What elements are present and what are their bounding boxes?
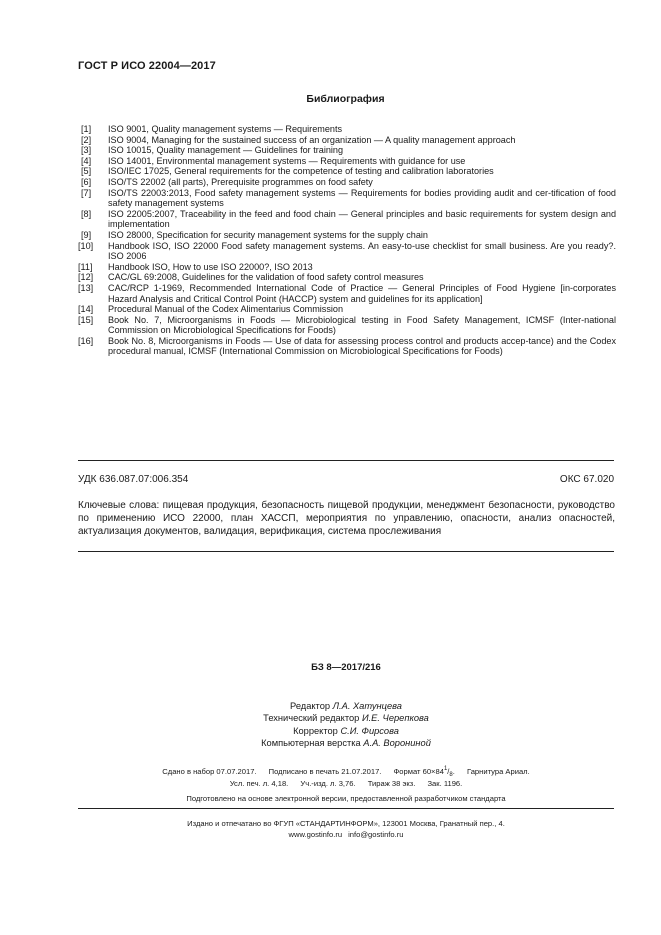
reference-number: [11] <box>78 261 93 272</box>
publisher-address: Издано и отпечатано во ФГУП «СТАНДАРТИНФОРМ», 123001 Москва, Гранатный пер., 4. <box>187 819 505 828</box>
reference-number: [5] <box>81 166 92 177</box>
bibliography-title: Библиография <box>306 93 385 105</box>
reference-text: ISO 28000, Specification for security management systems for the supply chain <box>108 229 428 240</box>
reference-item <box>78 336 616 357</box>
publisher-email[interactable]: info@gostinfo.ru <box>348 830 404 839</box>
reference-text: ISO 10015, Quality management — Guidelines for training <box>108 145 344 156</box>
reference-text: ISO 14001, Environmental management systems — Requirements with guidance for use <box>108 155 466 166</box>
paper-format: Формат $60\times 84^1/_8$. <box>393 766 455 778</box>
staff-person: А.А. Ворониной <box>363 738 431 749</box>
reference-text: Procedural Manual of the Codex Alimentarius Commission <box>108 304 344 315</box>
printed-sheets: Усл. печ. л. 4,18. <box>229 779 289 788</box>
reference-item <box>78 145 616 156</box>
publisher-info <box>78 818 614 840</box>
reference-text: ISO 22005:2007, Traceability in the feed and food chain — General principles and basic requirements for system design and implementation <box>108 208 616 230</box>
staff-role: Компьютерная верстка <box>261 738 361 749</box>
reference-item <box>78 304 616 315</box>
reference-item <box>78 272 616 283</box>
reference-number: [7] <box>81 187 92 198</box>
signed-date: Подписано в печать 21.07.2017. <box>268 767 382 776</box>
reference-number: [6] <box>81 176 92 187</box>
bz-number: БЗ 8—2017/216 <box>311 662 381 673</box>
format-prefix: Формат 60×84 <box>393 767 444 776</box>
reference-number: [14] <box>78 304 94 315</box>
reference-number: [12] <box>78 272 94 283</box>
reference-item <box>78 156 616 167</box>
divider-keywords <box>78 551 614 552</box>
reference-text: Book No. 7, Microorganisms in Foods — Microbiological testing in Food Safety Management, ICMSF (Inter-national Commission on Microbiological Specifications for Foods) <box>108 314 616 336</box>
staff-role: Редактор <box>290 701 331 711</box>
reference-number: [1] <box>81 124 92 134</box>
publisher-website[interactable]: www.gostinfo.ru <box>288 830 343 839</box>
staff-credits <box>78 700 614 750</box>
reference-item <box>78 241 616 262</box>
reference-item <box>78 124 616 135</box>
divider-top <box>78 460 614 461</box>
staff-line-proofreader <box>78 725 614 737</box>
publisher-contacts <box>78 829 614 840</box>
print-details-row-2 <box>78 779 614 788</box>
reference-list <box>78 124 616 357</box>
staff-person: Л.А. Хатунцева <box>332 701 402 711</box>
reference-text: CAC/RCP 1-1969, Recommended International Code of Practice — General Principles of Food Hygiene [in-corporates Hazard Analysis and Critical Control Point (HACCP) system and guidelines for its application] <box>108 282 616 304</box>
udk-code: УДК 636.087.07:006.354 <box>78 474 189 485</box>
publishing-sheets: Уч.-изд. л. 3,76. <box>300 779 356 788</box>
reference-number: [9] <box>81 229 92 240</box>
staff-person: И.Е. Черепкова <box>361 713 429 724</box>
oks-code: ОКС 67.020 <box>559 474 614 485</box>
print-run: Тираж 38 экз. <box>367 779 416 788</box>
staff-line-layout <box>78 737 614 749</box>
reference-number: [4] <box>81 155 92 166</box>
reference-text: Book No. 8, Microorganisms in Foods — Use of data for assessing process control and products accep-tance) and the Codex procedural manual, ICMSF (International Commission on Microbiological Specifications for Foods) <box>108 335 616 357</box>
reference-text: ISO 9001, Quality management systems — Requirements <box>108 124 343 134</box>
reference-text: ISO/IEC 17025, General requirements for the competence of testing and calibration laboratories <box>108 166 494 177</box>
typeface: Гарнитура Ариал. <box>467 767 530 776</box>
reference-number: [15] <box>78 314 94 325</box>
typeset-date: Сдано в набор 07.07.2017. <box>162 767 257 776</box>
keywords-paragraph: Ключевые слова: пищевая продукция, безопасность пищевой продукции, менеджмент безопасности, руководство по применению ИСО 22000, план ХАССП, мероприятия по управлению, опасности, анализ опасностей, актуализация документов, валидация, верификация, система прослеживания <box>78 500 615 538</box>
staff-line-editor <box>78 700 614 712</box>
reference-text: Handbook ISO, ISO 22000 Food safety management systems. An easy-to-use checklist for small business. Are you ready?. ISO 2006 <box>108 240 616 262</box>
prepared-note: Подготовлено на основе электронной версии, предоставленной разработчиком стандарта <box>186 794 506 803</box>
reference-item <box>78 283 616 304</box>
reference-item <box>78 188 616 209</box>
reference-number: [8] <box>81 208 92 219</box>
reference-text: ISO/TS 22002 (all parts), Prerequisite programmes on food safety <box>108 176 373 187</box>
reference-number: [10] <box>78 240 94 251</box>
order-number: Зак. 1196. <box>427 779 463 788</box>
format-sub: 8 <box>449 772 453 778</box>
print-details-row-1 <box>78 766 614 778</box>
staff-role: Технический редактор <box>263 713 360 724</box>
reference-item <box>78 230 616 241</box>
staff-role: Корректор <box>293 725 338 736</box>
staff-person: С.И. Фирсова <box>340 725 399 736</box>
reference-item <box>78 135 616 146</box>
reference-item <box>78 177 616 188</box>
reference-item <box>78 166 616 177</box>
reference-item <box>78 262 616 273</box>
reference-number: [3] <box>81 145 92 156</box>
reference-number: [2] <box>81 134 92 145</box>
reference-item <box>78 209 616 230</box>
reference-text: CAC/GL 69:2008, Guidelines for the validation of food safety control measures <box>108 272 424 283</box>
reference-text: ISO 9004, Managing for the sustained success of an organization — A quality management approach <box>108 134 516 145</box>
reference-item <box>78 315 616 336</box>
format-suffix: . <box>452 767 455 776</box>
format-sup: 1 <box>443 766 448 772</box>
reference-number: [13] <box>78 282 94 293</box>
reference-text: Handbook ISO, How to use ISO 22000?, ISO 2013 <box>108 261 313 272</box>
divider-bottom <box>78 808 614 809</box>
document-code: ГОСТ Р ИСО 22004—2017 <box>78 60 216 72</box>
staff-line-tech-editor <box>78 712 614 724</box>
reference-number: [16] <box>78 335 94 346</box>
reference-text: ISO/TS 22003:2013, Food safety management systems — Requirements for bodies providing audit and cer-tification of food safety management systems <box>108 187 616 209</box>
